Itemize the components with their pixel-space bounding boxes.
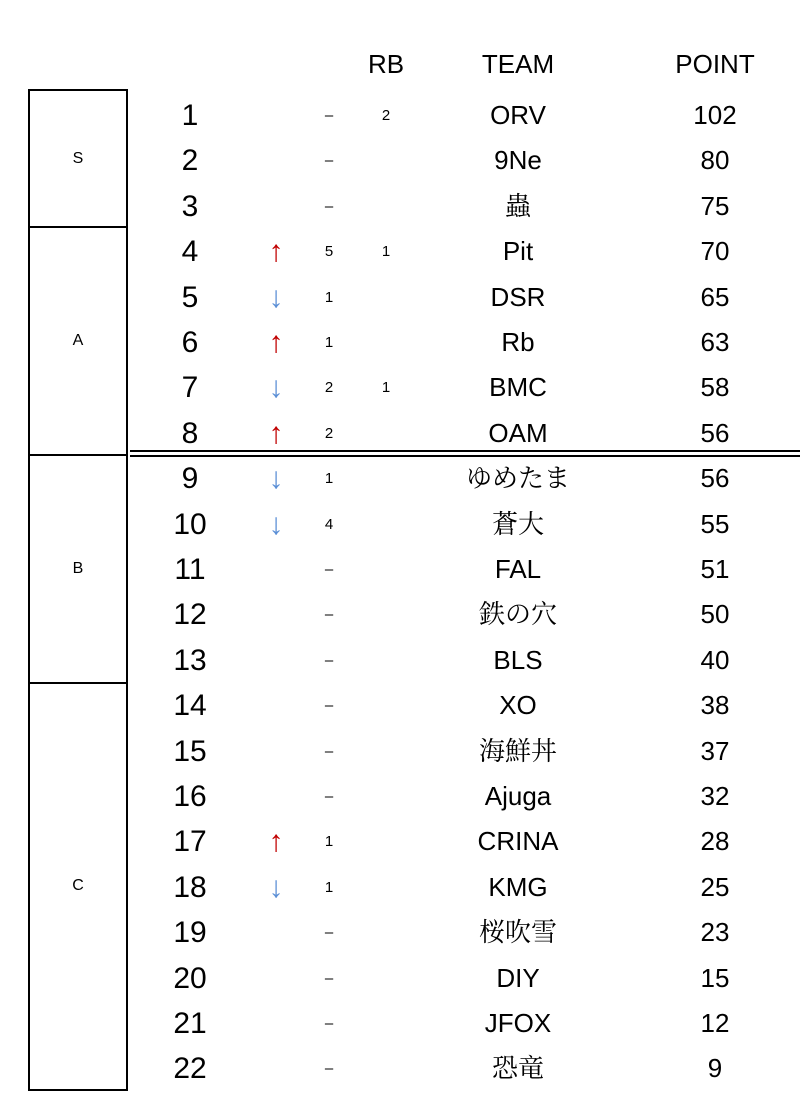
movement-arrow-icon: ↑ (268, 235, 284, 269)
table-row (0, 865, 800, 910)
movement-arrow-icon (262, 774, 290, 819)
table-row (0, 819, 800, 864)
movement-count: 2 (324, 379, 334, 397)
rb-count (375, 320, 397, 365)
movement-arrow-icon (262, 1046, 290, 1091)
team-name: BLS (493, 644, 543, 675)
movement-count: 5 (324, 243, 334, 261)
movement-arrow-icon: ↑ (268, 825, 284, 859)
movement-arrow-icon (262, 547, 290, 592)
point-value: 80 (700, 145, 730, 176)
movement-count: 2 (324, 424, 334, 442)
rank-cell: 18 (173, 870, 207, 904)
team-name: XO (499, 690, 537, 721)
movement-arrow-icon (262, 910, 290, 955)
point-value: 25 (700, 871, 730, 902)
movement-arrow-icon (262, 93, 290, 138)
table-row (0, 1001, 800, 1046)
point-value: 55 (700, 508, 730, 539)
team-name: DIY (496, 962, 540, 993)
rb-count (375, 547, 397, 592)
team-name: 桜吹雪 (478, 917, 557, 948)
point-value: 40 (700, 644, 730, 675)
table-row (0, 956, 800, 1001)
point-value: 102 (693, 100, 737, 130)
movement-count: 1 (324, 470, 334, 488)
team-name: CRINA (477, 826, 559, 857)
movement-arrow-icon: ↓ (268, 280, 284, 314)
movement-arrow-icon (262, 138, 290, 183)
table-row (0, 365, 800, 410)
team-name: BMC (489, 372, 547, 403)
team-name: OAM (488, 417, 548, 448)
point-value: 15 (700, 962, 730, 993)
table-row (0, 502, 800, 547)
tier-c-label: C (72, 877, 84, 894)
header-rb: RB (367, 49, 405, 79)
rank-cell: 11 (174, 553, 206, 586)
movement-arrow-icon: ↑ (268, 326, 284, 359)
point-value: 23 (700, 917, 730, 948)
header-point: POINT (675, 49, 755, 79)
movement-count: – (324, 152, 334, 170)
rank-cell: 8 (181, 416, 199, 450)
movement-count: – (324, 197, 334, 215)
tier-s-label: S (72, 150, 84, 167)
movement-arrow-icon (262, 956, 290, 1001)
rank-cell: 22 (173, 1052, 207, 1086)
rb-count (375, 638, 397, 683)
team-name: 恐竜 (491, 1053, 544, 1084)
movement-arrow-icon: ↓ (268, 870, 284, 904)
team-name: ORV (490, 100, 546, 130)
team-name: 蒼大 (491, 508, 544, 539)
team-name: 鉄の穴 (478, 599, 557, 630)
point-value: 28 (700, 826, 730, 857)
rb-count (375, 138, 397, 183)
team-name: FAL (494, 554, 542, 584)
movement-count: 1 (324, 334, 334, 351)
table-row (0, 638, 800, 683)
table-row (0, 184, 800, 229)
movement-count: 4 (324, 515, 334, 533)
rank-cell: 17 (173, 825, 207, 859)
movement-arrow-icon (262, 638, 290, 683)
rb-count (375, 865, 397, 910)
movement-count: – (324, 651, 334, 669)
rb-count (375, 502, 397, 547)
movement-count: 1 (324, 878, 334, 896)
table-row (0, 910, 800, 955)
point-value: 56 (700, 463, 730, 494)
rank-cell: 19 (173, 916, 207, 950)
movement-arrow-icon: ↓ (268, 371, 284, 405)
rank-cell: 15 (173, 734, 207, 768)
point-value: 37 (700, 735, 730, 766)
team-name: DSR (490, 281, 546, 312)
rank-cell: 12 (173, 598, 207, 632)
rank-cell: 20 (173, 961, 207, 995)
rank-cell: 13 (173, 643, 207, 677)
rank-cell: 21 (173, 1007, 207, 1040)
rb-count (375, 910, 397, 955)
movement-count: – (324, 1060, 334, 1078)
movement-count: 1 (324, 288, 334, 306)
movement-arrow-icon (262, 683, 290, 728)
movement-count: – (324, 788, 334, 805)
table-row (0, 138, 800, 183)
point-value: 75 (700, 190, 730, 221)
point-value: 51 (700, 554, 730, 584)
header-team: TEAM (481, 49, 555, 79)
team-name: ゆめたま (465, 463, 570, 494)
rank-cell: 14 (173, 689, 207, 723)
rb-count: 1 (381, 243, 391, 261)
movement-arrow-icon (262, 184, 290, 229)
rb-count (375, 956, 397, 1001)
rb-count (375, 592, 397, 637)
rank-cell: 16 (173, 780, 207, 813)
point-value: 12 (700, 1008, 730, 1038)
team-name: Rb (501, 327, 535, 357)
table-row (0, 275, 800, 320)
movement-count: – (324, 969, 334, 987)
table-row (0, 93, 800, 138)
movement-arrow-icon: ↑ (268, 416, 284, 450)
movement-count: – (324, 107, 334, 124)
point-value: 50 (700, 599, 730, 630)
rb-count (375, 774, 397, 819)
rb-count (375, 683, 397, 728)
table-row (0, 547, 800, 592)
movement-count: 1 (324, 833, 334, 851)
movement-arrow-icon (262, 592, 290, 637)
table-row (0, 774, 800, 819)
movement-count: – (324, 697, 334, 715)
movement-count: – (324, 924, 334, 942)
table-row (0, 320, 800, 365)
team-name: JFOX (484, 1008, 552, 1038)
movement-count: – (324, 561, 334, 578)
table-row (0, 683, 800, 728)
team-name: 9Ne (494, 145, 542, 176)
table-row (0, 729, 800, 774)
rb-count: 2 (381, 107, 391, 124)
movement-count: – (324, 606, 334, 624)
team-name: 海鮮丼 (478, 735, 557, 766)
rank-cell: 9 (181, 462, 199, 496)
team-name: KMG (488, 871, 548, 902)
tier-b-label: B (72, 560, 84, 577)
rb-count (375, 729, 397, 774)
rank-cell: 4 (181, 235, 199, 269)
movement-arrow-icon: ↓ (268, 462, 284, 496)
tier-a-label: A (72, 332, 84, 349)
point-value: 58 (700, 372, 730, 403)
rank-cell: 10 (173, 507, 207, 541)
point-value: 65 (700, 281, 730, 312)
team-name: Pit (502, 236, 534, 267)
rb-count (375, 184, 397, 229)
rb-count (375, 819, 397, 864)
point-value: 32 (700, 781, 730, 811)
rank-cell: 2 (181, 144, 199, 178)
table-row (0, 592, 800, 637)
table-row (0, 1046, 800, 1091)
point-value: 38 (700, 690, 730, 721)
team-name: 蟲 (504, 190, 531, 221)
table-row (0, 411, 800, 456)
rank-cell: 1 (181, 99, 199, 132)
rb-count (375, 1046, 397, 1091)
point-value: 56 (700, 417, 730, 448)
rank-cell: 5 (181, 280, 199, 314)
rb-count: 1 (381, 379, 391, 397)
rb-count (375, 456, 397, 501)
point-value: 63 (700, 327, 730, 357)
rank-cell: 3 (181, 189, 199, 223)
rank-cell: 7 (181, 371, 199, 405)
movement-count: – (324, 1015, 334, 1032)
movement-arrow-icon (262, 729, 290, 774)
table-row (0, 229, 800, 274)
rb-count (375, 275, 397, 320)
point-value: 9 (707, 1053, 723, 1084)
team-name: Ajuga (484, 781, 552, 811)
rb-count (375, 1001, 397, 1046)
movement-arrow-icon: ↓ (268, 507, 284, 541)
table-row (0, 456, 800, 501)
point-value: 70 (700, 236, 730, 267)
movement-arrow-icon (262, 1001, 290, 1046)
movement-count: – (324, 742, 334, 760)
rank-cell: 6 (181, 326, 199, 359)
rb-count (375, 411, 397, 456)
